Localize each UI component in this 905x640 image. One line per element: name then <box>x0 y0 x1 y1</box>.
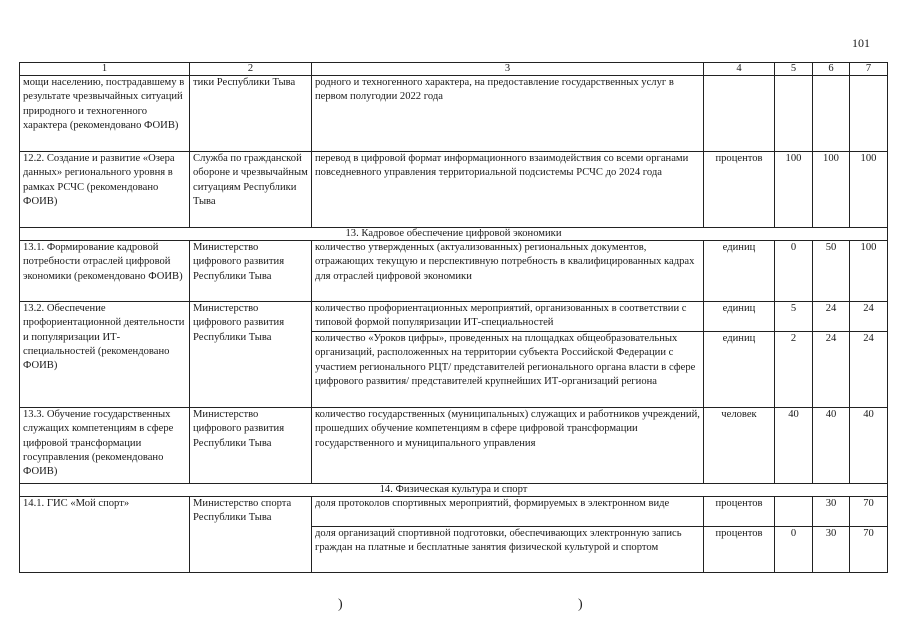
section-title: 14. Физическая культура и спорт <box>20 484 888 497</box>
value-cell: 100 <box>775 152 813 228</box>
value-cell <box>775 497 813 527</box>
unit-cell: процентов <box>704 152 775 228</box>
measure-cell: 12.2. Создание и развитие «Озера данных» регионального уровня в рамках РСЧС (рекомендовано ФОИВ) <box>20 152 190 228</box>
measure-cell: 14.1. ГИС «Мой спорт» <box>20 497 190 573</box>
pen-mark: ) <box>578 597 583 612</box>
table-row <box>20 241 888 302</box>
value-cell: 40 <box>850 408 888 484</box>
section-row <box>20 228 888 241</box>
header-cell: 1 <box>20 63 190 76</box>
value-cell <box>813 76 850 152</box>
indicator-cell: количество утвержденных (актуализованных) региональных документов, отражающих текущую и перспективную потребность в квалифицированных кадрах для отраслей цифровой экономики <box>312 241 704 302</box>
value-cell: 5 <box>775 302 813 332</box>
indicators-table <box>19 62 888 573</box>
header-cell: 2 <box>190 63 312 76</box>
value-cell: 24 <box>813 302 850 332</box>
indicator-cell: перевод в цифровой формат информационного взаимодействия со всеми органами повседневного управления территориальной подсистемы РСЧС до 2024 года <box>312 152 704 228</box>
unit-cell: единиц <box>704 241 775 302</box>
value-cell: 40 <box>775 408 813 484</box>
value-cell: 2 <box>775 332 813 408</box>
value-cell: 24 <box>850 332 888 408</box>
unit-cell <box>704 76 775 152</box>
value-cell: 70 <box>850 527 888 573</box>
measure-cell: 13.2. Обеспечение профориентационной деятельности и популяризации ИТ-специальностей (рекомендовано ФОИВ) <box>20 302 190 408</box>
table-row <box>20 152 888 228</box>
indicator-cell: количество профориентационных мероприятий, организованных в соответствии с типовой формой популяризации ИТ-специальностей <box>312 302 704 332</box>
header-cell: 3 <box>312 63 704 76</box>
header-cell: 4 <box>704 63 775 76</box>
responsible-cell: Министерство цифрового развития Республики Тыва <box>190 241 312 302</box>
measure-cell: мощи населению, пострадавшему в результате чрезвычайных ситуаций природного и техногенного характера (рекомендовано ФОИВ) <box>20 76 190 152</box>
unit-cell: единиц <box>704 302 775 332</box>
indicator-cell: количество государственных (муниципальных) служащих и работников учреждений, прошедших обучение компетенциям в сфере цифровой трансформации государственного и муниципального управления <box>312 408 704 484</box>
unit-cell: процентов <box>704 497 775 527</box>
indicator-cell: количество «Уроков цифры», проведенных на площадках общеобразовательных организаций, расположенных на территории субъекта Российской Федерации с участием регионального РЦТ/ представителей регионального органа власти в сфере цифрового развития/ представителей крупнейших ИТ-организаций региона <box>312 332 704 408</box>
table-row <box>20 302 888 332</box>
header-cell: 6 <box>813 63 850 76</box>
value-cell: 100 <box>850 241 888 302</box>
value-cell: 0 <box>775 241 813 302</box>
responsible-cell: Министерство цифрового развития Республики Тыва <box>190 302 312 408</box>
header-cell: 7 <box>850 63 888 76</box>
header-row <box>20 63 888 76</box>
unit-cell: единиц <box>704 332 775 408</box>
page-number: 101 <box>852 36 870 50</box>
responsible-cell: тики Республики Тыва <box>190 76 312 152</box>
table-row <box>20 497 888 527</box>
value-cell: 24 <box>850 302 888 332</box>
indicator-cell: доля организаций спортивной подготовки, обеспечивающих электронную запись граждан на платные и бесплатные занятия физической культурой и спортом <box>312 527 704 573</box>
section-title: 13. Кадровое обеспечение цифровой экономики <box>20 228 888 241</box>
value-cell: 40 <box>813 408 850 484</box>
value-cell: 100 <box>850 152 888 228</box>
responsible-cell: Министерство спорта Республики Тыва <box>190 497 312 573</box>
responsible-cell: Министерство цифрового развития Республики Тыва <box>190 408 312 484</box>
value-cell <box>775 76 813 152</box>
table-row <box>20 76 888 152</box>
indicator-cell: доля протоколов спортивных мероприятий, формируемых в электронном виде <box>312 497 704 527</box>
indicator-cell: родного и техногенного характера, на предоставление государственных услуг в первом полугодии 2022 года <box>312 76 704 152</box>
table-row <box>20 408 888 484</box>
pen-mark: ) <box>338 597 343 612</box>
value-cell: 70 <box>850 497 888 527</box>
value-cell: 0 <box>775 527 813 573</box>
unit-cell: человек <box>704 408 775 484</box>
header-cell: 5 <box>775 63 813 76</box>
value-cell: 50 <box>813 241 850 302</box>
unit-cell: процентов <box>704 527 775 573</box>
value-cell: 24 <box>813 332 850 408</box>
responsible-cell: Служба по гражданской обороне и чрезвычайным ситуациям Республики Тыва <box>190 152 312 228</box>
section-row <box>20 484 888 497</box>
measure-cell: 13.3. Обучение государственных служащих компетенциям в сфере цифровой трансформации госуправления (рекомендовано ФОИВ) <box>20 408 190 484</box>
value-cell: 30 <box>813 497 850 527</box>
value-cell <box>850 76 888 152</box>
measure-cell: 13.1. Формирование кадровой потребности отраслей цифровой экономики (рекомендовано ФОИВ) <box>20 241 190 302</box>
value-cell: 30 <box>813 527 850 573</box>
value-cell: 100 <box>813 152 850 228</box>
